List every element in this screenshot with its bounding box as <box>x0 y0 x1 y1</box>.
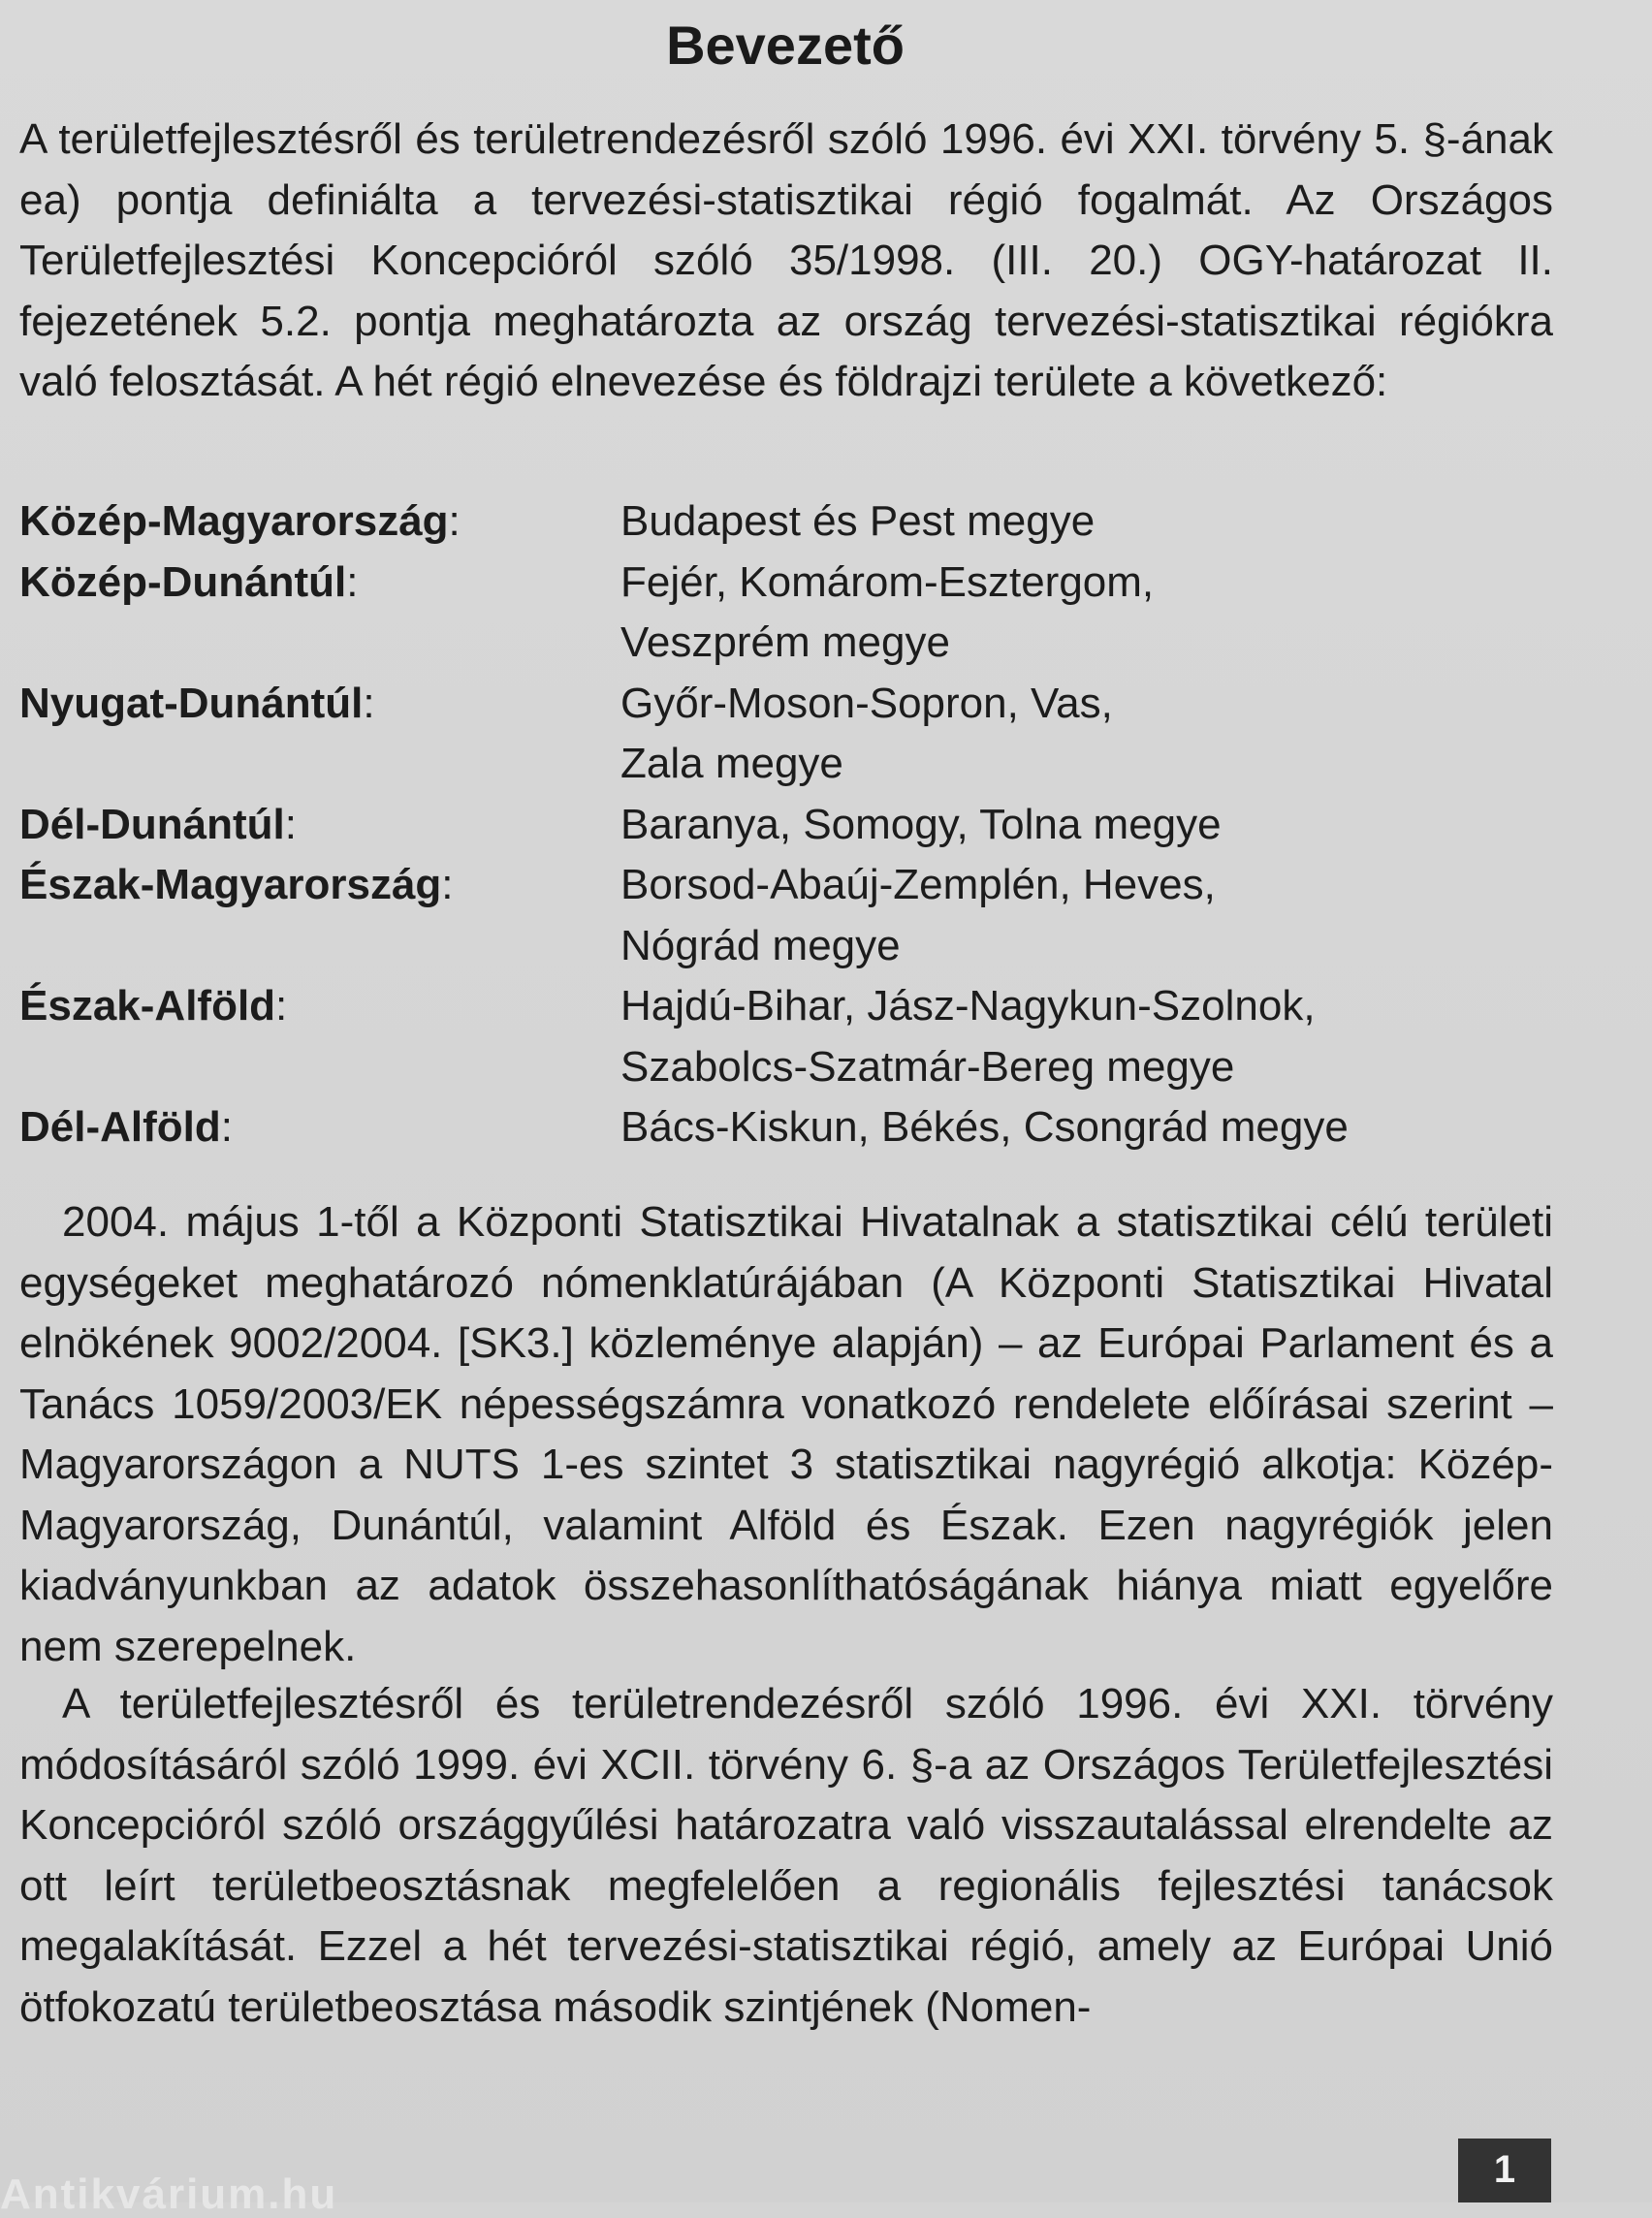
region-name: Közép-Dunántúl: <box>19 557 359 606</box>
region-name: Észak-Magyarország: <box>19 861 454 908</box>
region-counties <box>620 1097 1571 1158</box>
region-name-label: Nyugat-Dunántúl <box>19 679 364 727</box>
region-row <box>19 1097 1571 1158</box>
region-row <box>19 674 1571 795</box>
region-counties <box>620 553 1571 674</box>
region-row <box>19 491 1571 553</box>
region-name: Dél-Alföld: <box>19 1103 233 1151</box>
region-row <box>19 553 1571 674</box>
region-name-label: Észak-Alföld <box>19 982 276 1030</box>
region-row <box>19 855 1571 976</box>
region-row <box>19 795 1571 856</box>
county-line: Nógrád megye <box>620 921 901 969</box>
region-name-label: Közép-Magyarország <box>19 497 449 545</box>
region-name: Észak-Alföld: <box>19 982 288 1030</box>
intro-paragraph: A területfejlesztésről és területrendezésről szóló 1996. évi XXI. törvény 5. §-ának ea) pontja definiálta a tervezési-statisztikai régió fogalmát. Az Országos Területfejlesztési Koncepcióról szóló 35/1998. (III. 20.) OGY-határozat II. fejezetének 5.2. pontja meghatározta az ország tervezési-statisztikai régiókra való felosztását. A hét régió elnevezése és földrajzi területe a következő: <box>19 115 1553 405</box>
county-line: Győr-Moson-Sopron, Vas, <box>620 679 1113 727</box>
law-paragraph: A területfejlesztésről és területrendezésről szóló 1996. évi XXI. törvény módosításáról szóló 1999. évi XCII. törvény 6. §-a az Országos Területfejlesztési Koncepcióról szóló országgyűlési határozatra való visszautalással elrendelte az ott leírt területbeosztásnak megfelelően a regionális fejlesztési tanácsok megalakítását. Ezzel a hét tervezési-statisztikai régió, amely az Európai Unió ötfokozatú területbeosztása második szintjének (Nomen- <box>19 1680 1553 2031</box>
county-line: Szabolcs-Szatmár-Bereg megye <box>620 1042 1235 1091</box>
region-name-label: Észak-Magyarország <box>19 861 442 908</box>
county-line: Zala megye <box>620 740 843 787</box>
county-line: Bács-Kiskun, Békés, Csongrád megye <box>620 1103 1349 1151</box>
page-number: 1 <box>1458 2139 1551 2202</box>
region-counties <box>620 491 1571 553</box>
page-title: Bevezető <box>666 15 905 76</box>
region-list <box>19 491 1571 1158</box>
county-line: Fejér, Komárom-Esztergom, <box>620 557 1155 606</box>
county-line: Baranya, Somogy, Tolna megye <box>620 800 1222 848</box>
region-row <box>19 976 1571 1097</box>
county-line: Borsod-Abaúj-Zemplén, Heves, <box>620 861 1216 908</box>
county-line: Hajdú-Bihar, Jász-Nagykun-Szolnok, <box>620 982 1316 1030</box>
region-name-label: Dél-Dunántúl <box>19 800 285 848</box>
region-name: Nyugat-Dunántúl: <box>19 679 375 727</box>
region-name-label: Dél-Alföld <box>19 1103 221 1151</box>
region-counties <box>620 674 1571 795</box>
region-name-label: Közép-Dunántúl <box>19 557 347 606</box>
county-line: Budapest és Pest megye <box>620 497 1096 545</box>
region-counties <box>620 976 1571 1097</box>
nuts-paragraph: 2004. május 1-től a Központi Statisztikai Hivatalnak a statisztikai célú területi egységeket meghatározó nómenklatúrájában (A Központi Statisztikai Hivatal elnökének 9002/2004. [SK3.] közleménye alapján) – az Európai Parlament és a Tanács 1059/2003/EK népességszámra vonatkozó rendelete előírásai szerint – Magyarországon a NUTS 1-es szintet 3 statisztikai nagyrégió alkotja: Közép-Magyarország, Dunántúl, valamint Alföld és Észak. Ezen nagyrégiók jelen kiadványunkban az adatok összehasonlíthatóságának hiánya miatt egyelőre nem szerepelnek. <box>19 1198 1553 1670</box>
region-counties <box>620 855 1571 976</box>
region-name: Dél-Dunántúl: <box>19 800 297 848</box>
watermark: Antikvárium.hu <box>0 2170 338 2218</box>
county-line: Veszprém megye <box>620 618 950 666</box>
region-counties <box>620 795 1571 856</box>
region-name: Közép-Magyarország: <box>19 497 461 545</box>
